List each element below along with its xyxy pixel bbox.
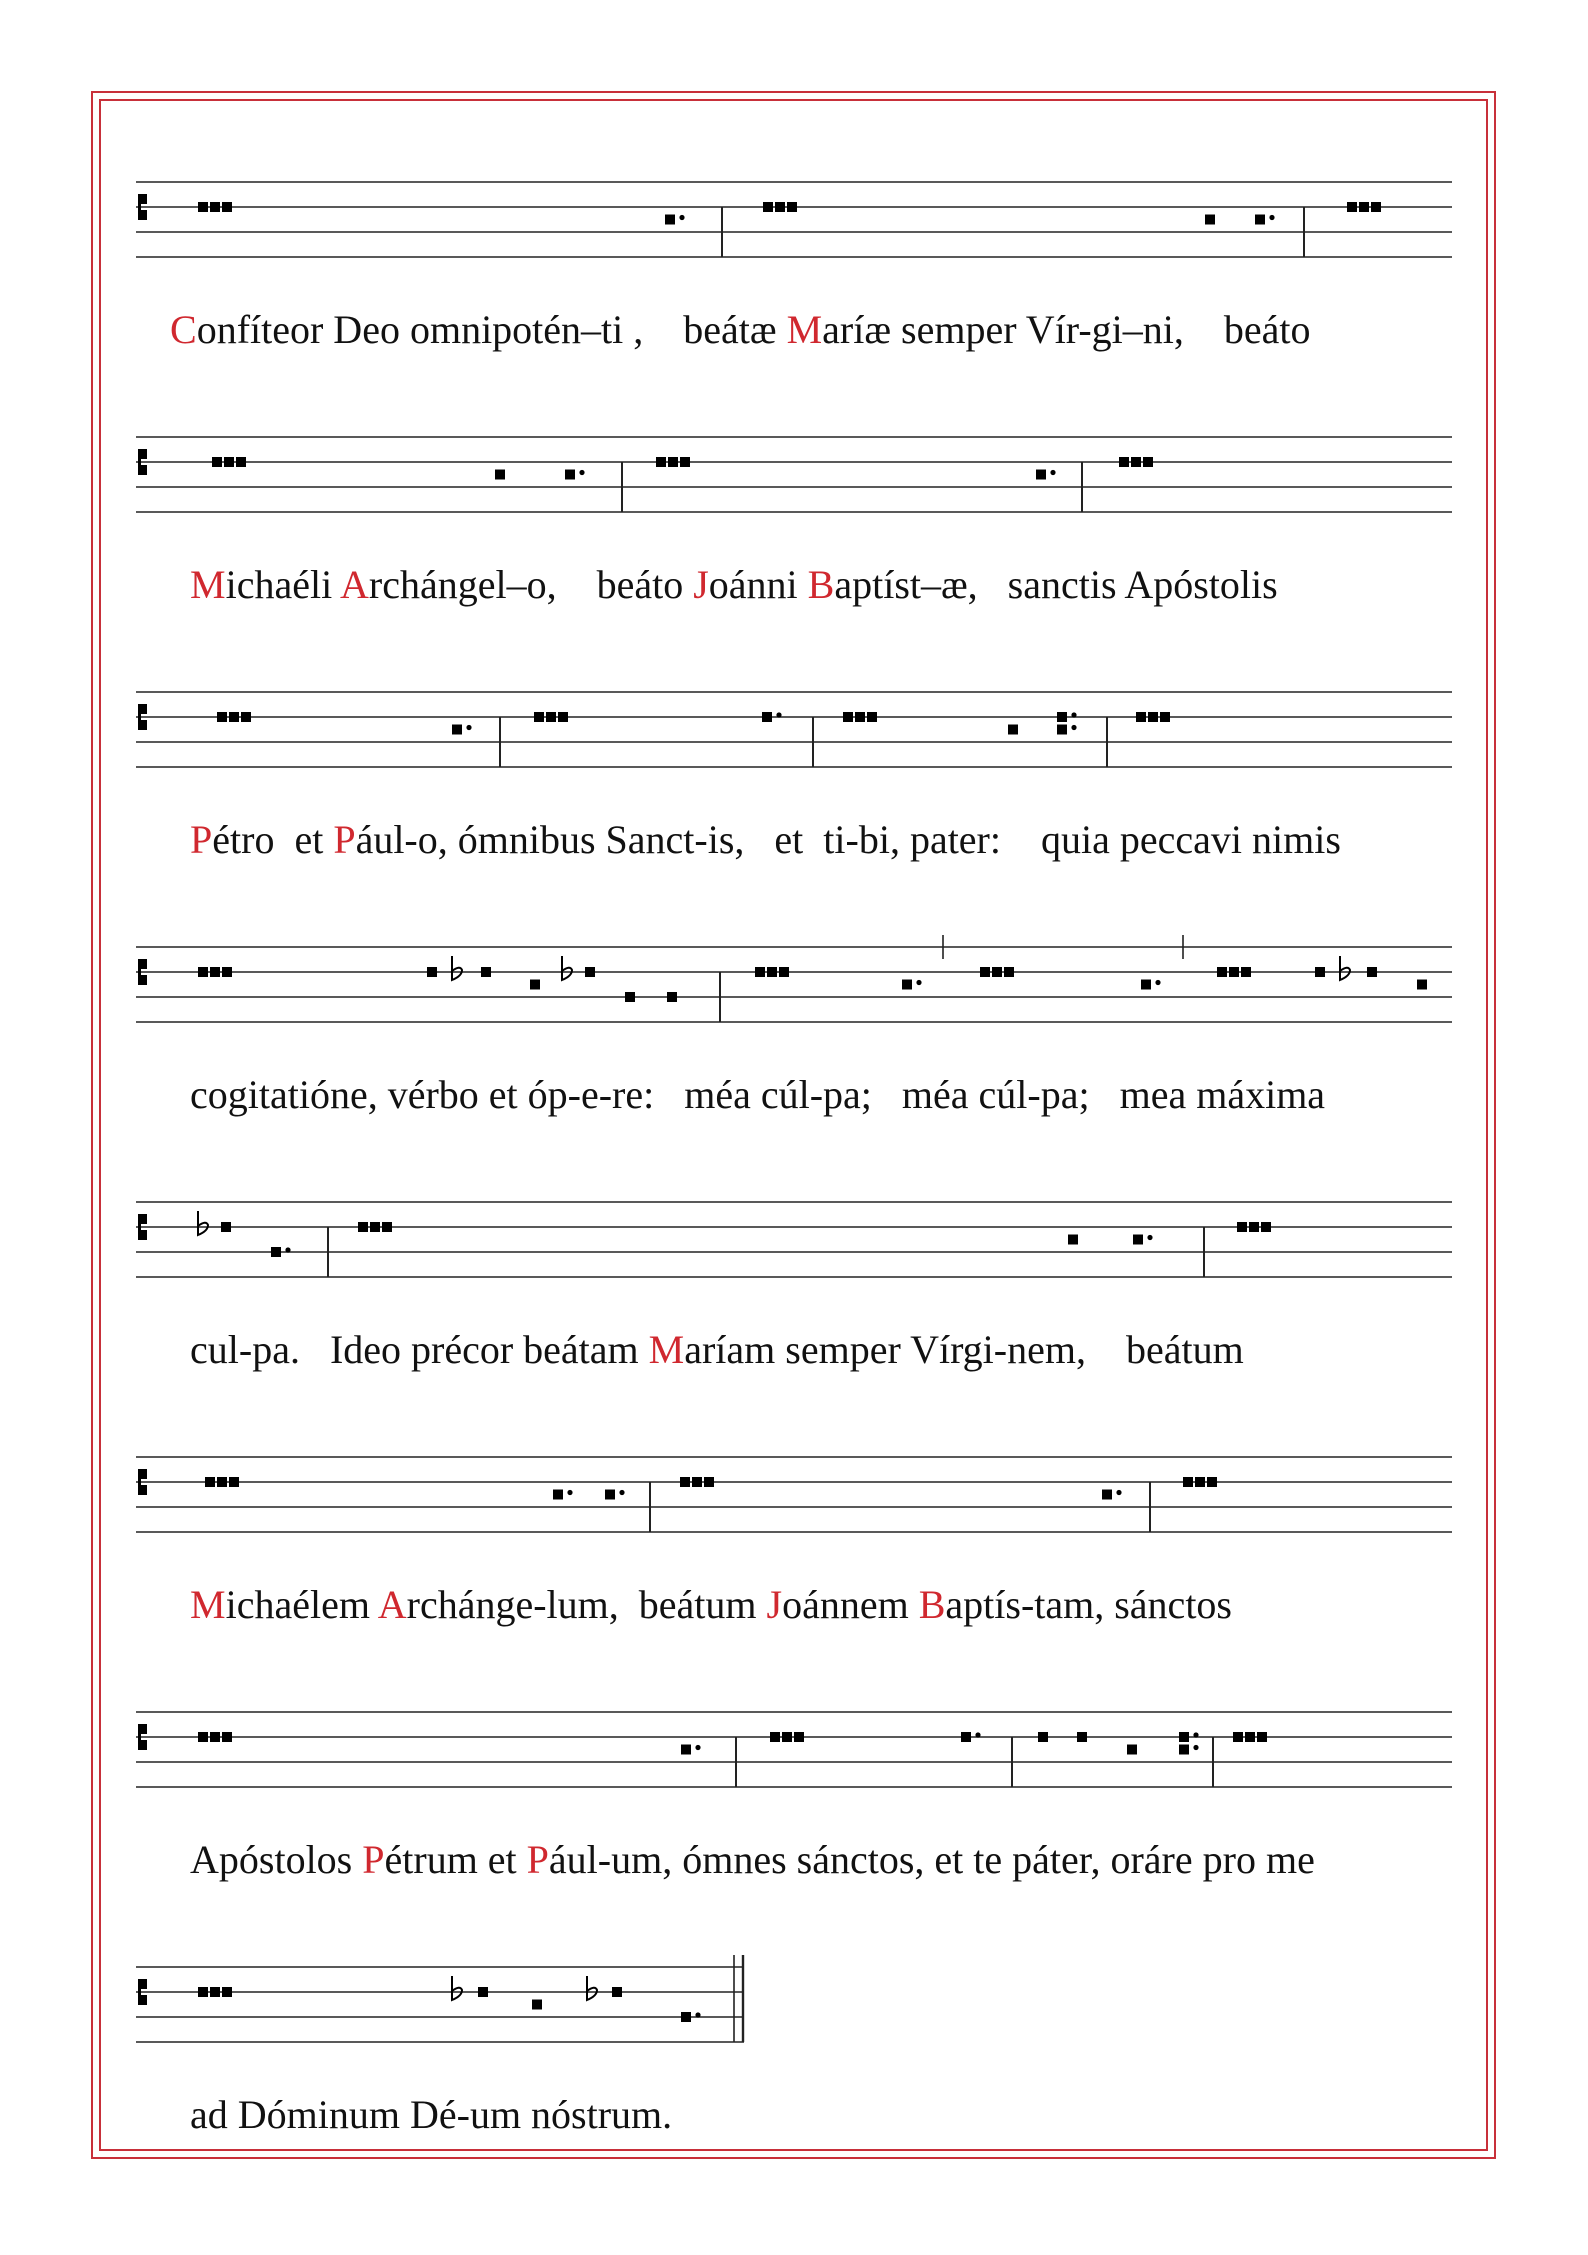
do-clef-icon	[138, 1469, 141, 1495]
tenor-neume	[843, 712, 853, 722]
neume	[1141, 980, 1151, 990]
tenor-neume	[210, 1987, 220, 1997]
flat-icon	[452, 1976, 462, 2000]
tenor-neume	[217, 1477, 227, 1487]
neume	[667, 992, 677, 1002]
mora-dot	[285, 1247, 290, 1252]
tenor-neume	[1148, 712, 1158, 722]
tenor-neume	[241, 712, 251, 722]
tenor-neume	[855, 712, 865, 722]
mora-dot	[1071, 725, 1076, 730]
tenor-neume	[210, 1732, 220, 1742]
neume	[553, 1490, 563, 1500]
tenor-neume	[229, 1477, 239, 1487]
mora-dot	[579, 470, 584, 475]
lyric-text: cul-pa. Ideo précor beátam	[190, 1327, 649, 1372]
tenor-neume	[210, 202, 220, 212]
tenor-neume	[668, 457, 678, 467]
lyric-text: ául-um, ómnes sánctos, et te páter, oráre pro me	[548, 1837, 1315, 1882]
neume	[625, 992, 635, 1002]
do-clef-icon	[138, 1214, 141, 1240]
lyric-text: oánnem	[782, 1582, 919, 1627]
tenor-neume	[692, 1477, 702, 1487]
neume	[605, 1490, 615, 1500]
neume	[961, 1732, 971, 1742]
tenor-neume	[198, 1987, 208, 1997]
tenor-neume	[1359, 202, 1369, 212]
tenor-neume	[787, 202, 797, 212]
tenor-neume	[656, 457, 666, 467]
lyric-text: étro et	[212, 817, 334, 862]
tenor-neume	[1119, 457, 1129, 467]
mora-dot	[695, 2012, 700, 2017]
neume	[1417, 980, 1427, 990]
flat-icon	[562, 956, 572, 980]
tenor-neume	[779, 967, 789, 977]
lyric-line-6	[190, 1582, 1232, 1627]
neume	[532, 2000, 542, 2010]
mora-dot	[1071, 712, 1076, 717]
rubric-initial: P	[362, 1837, 385, 1882]
tenor-neume	[198, 967, 208, 977]
mora-dot	[1269, 215, 1274, 220]
rubric-initial: M	[190, 1582, 226, 1627]
tenor-neume	[1183, 1477, 1193, 1487]
rubric-initial: B	[918, 1582, 946, 1627]
lyric-text: Apóstolos	[190, 1837, 363, 1882]
do-clef-icon	[138, 449, 141, 475]
tenor-neume	[680, 1477, 690, 1487]
rubric-initial: A	[339, 562, 369, 607]
tenor-neume	[1217, 967, 1227, 977]
tenor-neume	[794, 1732, 804, 1742]
mora-dot	[776, 712, 781, 717]
lyric-text: rchángel–o, beáto	[368, 562, 694, 607]
neume	[762, 712, 772, 722]
tenor-neume	[222, 1732, 232, 1742]
tenor-neume	[1347, 202, 1357, 212]
mora-dot	[619, 1490, 624, 1495]
rubric-initial: M	[190, 562, 226, 607]
lyric-text: aríæ semper Vír-gi–ni, beáto	[822, 307, 1311, 352]
mora-dot	[695, 1745, 700, 1750]
flat-icon	[587, 1976, 597, 2000]
mora-dot	[1116, 1490, 1121, 1495]
lyric-line-4	[190, 1072, 1326, 1117]
lyric-text: ichaéli	[225, 562, 340, 607]
tenor-neume	[558, 712, 568, 722]
tenor-neume	[1241, 967, 1251, 977]
do-clef-icon	[138, 194, 141, 220]
tenor-neume	[767, 967, 777, 977]
tenor-neume	[210, 967, 220, 977]
mora-dot	[916, 980, 921, 985]
tenor-neume	[1207, 1477, 1217, 1487]
tenor-neume	[382, 1222, 392, 1232]
rubric-initial: A	[377, 1582, 407, 1627]
tenor-neume	[534, 712, 544, 722]
neume	[495, 470, 505, 480]
tenor-neume	[1195, 1477, 1205, 1487]
mora-dot	[679, 215, 684, 220]
rubric-initial: J	[693, 562, 709, 607]
tenor-neume	[198, 202, 208, 212]
neume	[427, 967, 437, 977]
rubric-initial: M	[786, 307, 823, 352]
neume	[1133, 1235, 1143, 1245]
tenor-neume	[1233, 1732, 1243, 1742]
tenor-neume	[1371, 202, 1381, 212]
tenor-neume	[1160, 712, 1170, 722]
tenor-neume	[680, 457, 690, 467]
tenor-neume	[229, 712, 239, 722]
tenor-neume	[1004, 967, 1014, 977]
tenor-neume	[755, 967, 765, 977]
mora-dot	[1155, 980, 1160, 985]
rubric-initial: J	[766, 1582, 783, 1627]
neume	[1068, 1235, 1078, 1245]
neume	[1367, 967, 1377, 977]
tenor-neume	[1131, 457, 1141, 467]
lyric-line-2	[190, 562, 1278, 607]
lyric-line-3	[190, 817, 1341, 862]
neume	[452, 725, 462, 735]
mora-dot	[1050, 470, 1055, 475]
rubric-initial: B	[807, 562, 835, 607]
neume	[1102, 1490, 1112, 1500]
neume	[1315, 967, 1325, 977]
tenor-neume	[205, 1477, 215, 1487]
neume	[1057, 725, 1067, 735]
neume	[1057, 712, 1067, 722]
tenor-neume	[1261, 1222, 1271, 1232]
neume	[681, 2012, 691, 2022]
tenor-neume	[1229, 967, 1239, 977]
tenor-neume	[198, 1732, 208, 1742]
do-clef-icon	[138, 1724, 141, 1750]
tenor-neume	[217, 712, 227, 722]
do-clef-icon	[138, 1979, 141, 2005]
tenor-neume	[867, 712, 877, 722]
neume	[665, 215, 675, 225]
tenor-neume	[222, 967, 232, 977]
tenor-neume	[992, 967, 1002, 977]
lyric-line-8	[190, 2092, 673, 2137]
tenor-neume	[775, 202, 785, 212]
lyric-text: ichaélem	[225, 1582, 378, 1627]
tenor-neume	[782, 1732, 792, 1742]
neume	[1036, 470, 1046, 480]
rubric-initial: P	[333, 817, 356, 862]
lyric-text: cogitatióne, vérbo et óp-e-re: méa cúl-pa; méa cúl-pa; mea máxima	[190, 1072, 1326, 1117]
tenor-neume	[1245, 1732, 1255, 1742]
neume	[1127, 1745, 1137, 1755]
neume	[681, 1745, 691, 1755]
lyric-text: aptís-tam, sánctos	[945, 1582, 1232, 1627]
tenor-neume	[980, 967, 990, 977]
tenor-neume	[770, 1732, 780, 1742]
neume	[565, 470, 575, 480]
neume	[530, 980, 540, 990]
lyric-text: rchánge-lum, beátum	[406, 1582, 767, 1627]
tenor-neume	[546, 712, 556, 722]
mora-dot	[1193, 1732, 1198, 1737]
flat-icon	[198, 1211, 208, 1235]
rubric-initial: P	[190, 817, 213, 862]
neume	[612, 1987, 622, 1997]
tenor-neume	[1237, 1222, 1247, 1232]
mora-dot	[567, 1490, 572, 1495]
neume	[481, 967, 491, 977]
tenor-neume	[358, 1222, 368, 1232]
mora-dot	[1147, 1235, 1152, 1240]
neume	[221, 1222, 231, 1232]
lyric-line-7	[190, 1837, 1315, 1882]
do-clef-icon	[138, 704, 141, 730]
rubric-initial: P	[526, 1837, 549, 1882]
tenor-neume	[1257, 1732, 1267, 1742]
tenor-neume	[212, 457, 222, 467]
lyric-line-1	[170, 307, 1311, 352]
lyric-text: ad Dóminum Dé-um nóstrum.	[190, 2092, 673, 2137]
tenor-neume	[1143, 457, 1153, 467]
tenor-neume	[1136, 712, 1146, 722]
flat-icon	[452, 956, 462, 980]
lyric-text: étrum et	[384, 1837, 527, 1882]
tenor-neume	[1249, 1222, 1259, 1232]
neume	[1255, 215, 1265, 225]
mora-dot	[466, 725, 471, 730]
neume	[1205, 215, 1215, 225]
lyric-text: onfíteor Deo omnipotén–ti , beátæ	[196, 307, 787, 352]
mora-dot	[975, 1732, 980, 1737]
neume	[1038, 1732, 1048, 1742]
neume	[1077, 1732, 1087, 1742]
tenor-neume	[224, 457, 234, 467]
neume	[1179, 1732, 1189, 1742]
neume	[902, 980, 912, 990]
mora-dot	[1193, 1745, 1198, 1750]
tenor-neume	[222, 202, 232, 212]
lyric-text: aríam semper Vírgi-nem, beátum	[684, 1327, 1244, 1372]
tenor-neume	[370, 1222, 380, 1232]
lyric-text: oánni	[708, 562, 808, 607]
tenor-neume	[236, 457, 246, 467]
do-clef-icon	[138, 959, 141, 985]
lyric-line-5	[190, 1327, 1244, 1372]
neume	[1179, 1745, 1189, 1755]
flat-icon	[1340, 956, 1350, 980]
neume	[478, 1987, 488, 1997]
neume	[585, 967, 595, 977]
lyric-text: ául-o, ómnibus Sanct-is, et ti-bi, pater: quia peccavi nimis	[355, 817, 1341, 862]
rubric-initial: C	[170, 307, 197, 352]
tenor-neume	[222, 1987, 232, 1997]
lyric-text: aptíst–æ, sanctis Apóstolis	[834, 562, 1278, 607]
rubric-initial: M	[648, 1327, 685, 1372]
tenor-neume	[704, 1477, 714, 1487]
neume	[271, 1247, 281, 1257]
tenor-neume	[763, 202, 773, 212]
neume	[1008, 725, 1018, 735]
